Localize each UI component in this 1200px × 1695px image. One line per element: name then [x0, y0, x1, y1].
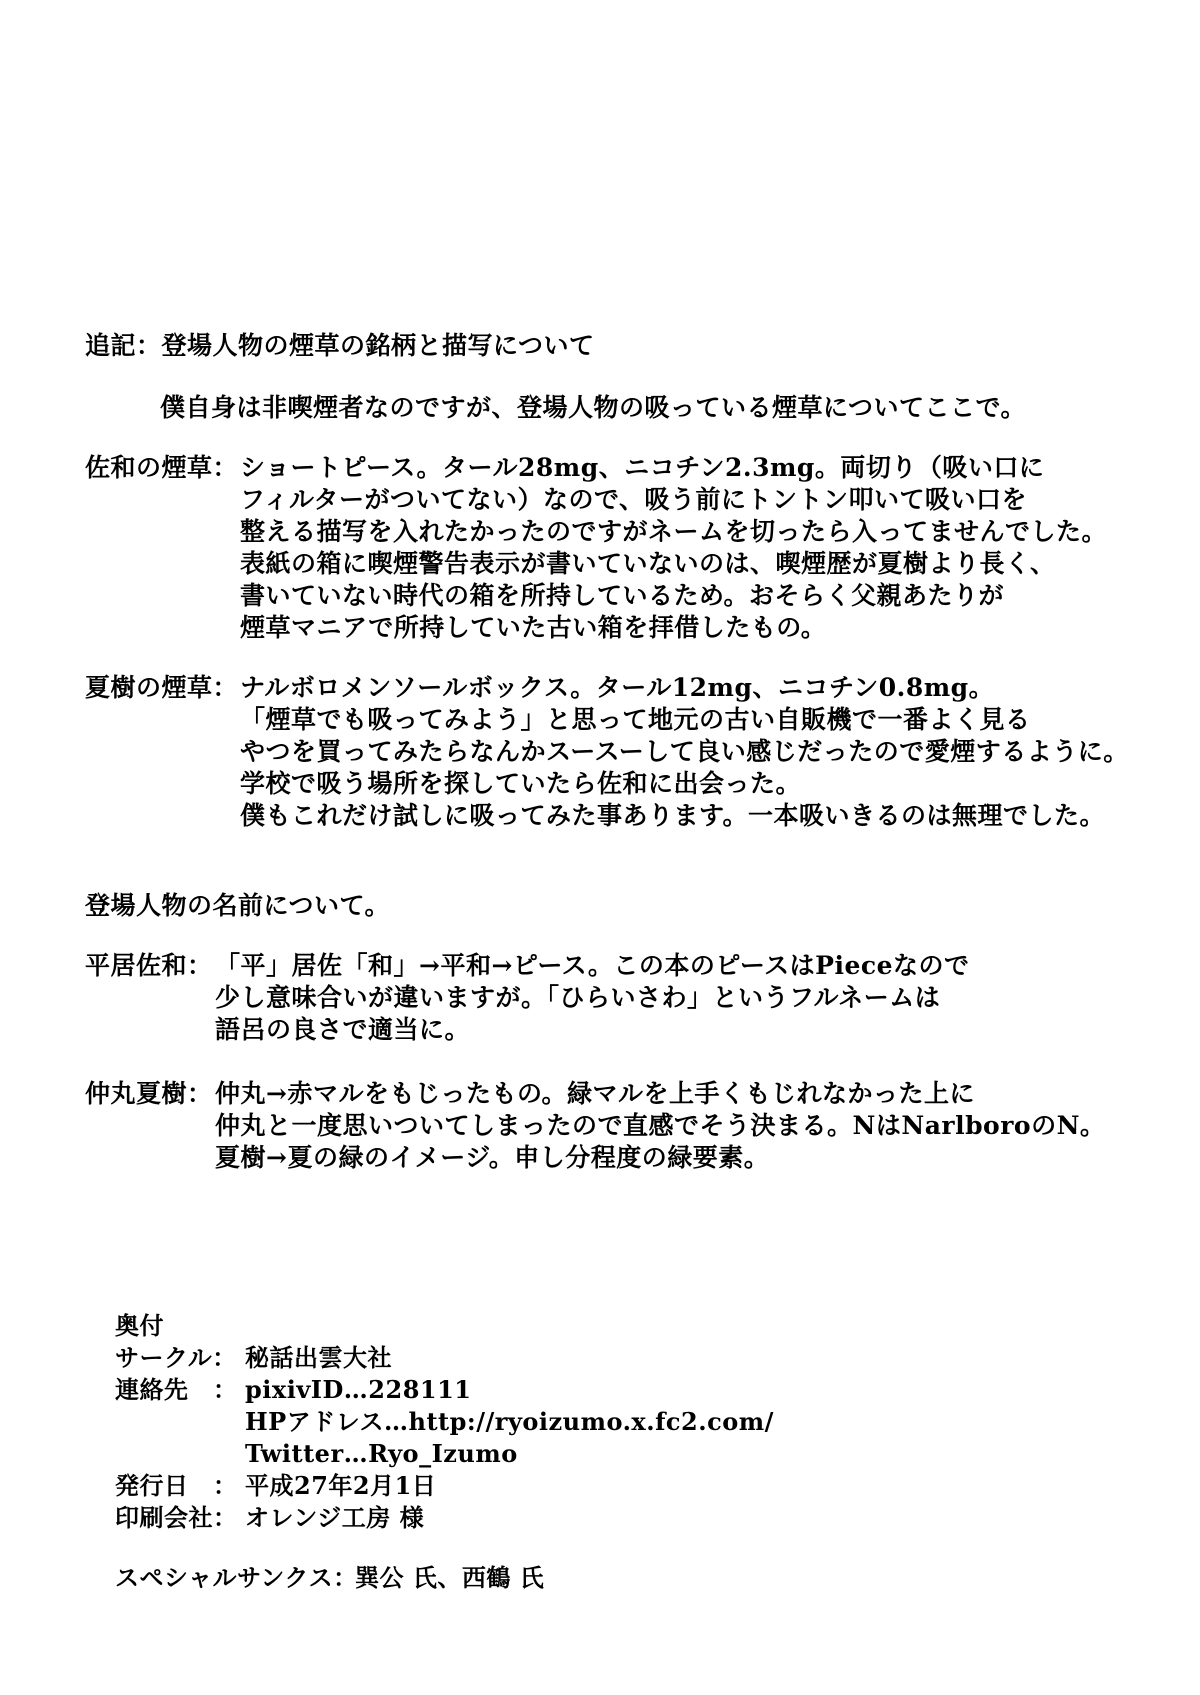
date-value: 平成27年2月1日 — [245, 1471, 437, 1500]
nakamaru-line: 仲丸と一度思いついてしまったので直感でそう決まる。NはNarlboroのN。 — [215, 1111, 1106, 1140]
date-label: 発行日 ： — [115, 1471, 238, 1500]
natsuki-cigarette-label: 夏樹の煙草： — [85, 673, 239, 702]
circle-value: 秘話出雲大社 — [245, 1343, 392, 1372]
natsuki-cigarette-line: 僕もこれだけ試しに吸ってみた事あります。一本吸いきるのは無理でした。 — [240, 801, 1106, 830]
contact-homepage: HPアドレス…http://ryoizumo.x.fc2.com/ — [245, 1407, 774, 1436]
contact-label: 連絡先 ： — [115, 1375, 238, 1404]
sawa-cigarette-label: 佐和の煙草： — [85, 453, 239, 482]
sawa-cigarette-line: 表紙の箱に喫煙警告表示が書いていないのは、喫煙歴が夏樹より長く、 — [240, 549, 1056, 578]
colophon-title: 奥付 — [115, 1311, 164, 1340]
hirai-line: 語呂の良さで適当に。 — [215, 1015, 471, 1044]
printer-value: オレンジ工房 様 — [245, 1503, 425, 1532]
names-heading: 登場人物の名前について。 — [85, 891, 391, 920]
sawa-cigarette-line: 煙草マニアで所持していた古い箱を拝借したもの。 — [240, 613, 827, 642]
contact-twitter: Twitter…Ryo_Izumo — [245, 1439, 518, 1468]
postscript-heading: 追記：登場人物の煙草の銘柄と描写について — [85, 331, 595, 360]
natsuki-cigarette-line: 学校で吸う場所を探していたら佐和に出会った。 — [240, 769, 802, 798]
nakamaru-line: 仲丸→赤マルをもじったもの。緑マルを上手くもじれなかった上に — [215, 1079, 975, 1108]
nakamaru-line: 夏樹→夏の緑のイメージ。申し分程度の緑要素。 — [215, 1143, 770, 1172]
sawa-cigarette-line: ショートピース。タール28mg、ニコチン2.3mg。両切り（吸い口に — [240, 453, 1045, 482]
thanks-label: スペシャルサンクス： — [115, 1563, 358, 1592]
sawa-cigarette-line: フィルターがついてない）なので、吸う前にトントン叩いて吸い口を — [240, 485, 1028, 514]
postscript-intro: 僕自身は非喫煙者なのですが、登場人物の吸っている煙草についてここで。 — [160, 393, 1027, 422]
hirai-label: 平居佐和： — [85, 951, 213, 980]
natsuki-cigarette-line: やつを買ってみたらなんかスースーして良い感じだったので愛煙するように。 — [240, 737, 1129, 766]
thanks-value: 巽公 氏、西鶴 氏 — [355, 1563, 545, 1592]
hirai-line: 「平」居佐「和」→平和→ピース。この本のピースはPieceなので — [215, 951, 970, 980]
natsuki-cigarette-line: ナルボロメンソールボックス。タール12mg、ニコチン0.8mg。 — [240, 673, 995, 702]
sawa-cigarette-line: 書いていない時代の箱を所持しているため。おそらく父親あたりが — [240, 581, 1005, 610]
contact-pixiv: pixivID…228111 — [245, 1375, 472, 1404]
nakamaru-label: 仲丸夏樹： — [85, 1079, 213, 1108]
hirai-line: 少し意味合いが違いますが。「ひらいさわ」というフルネームは — [215, 983, 941, 1012]
sawa-cigarette-line: 整える描写を入れたかったのですがネームを切ったら入ってませんでした。 — [240, 517, 1108, 546]
circle-label: サークル： — [115, 1343, 237, 1372]
natsuki-cigarette-line: 「煙草でも吸ってみよう」と思って地元の古い自販機で一番よく見る — [240, 705, 1031, 734]
printer-label: 印刷会社： — [115, 1503, 238, 1532]
